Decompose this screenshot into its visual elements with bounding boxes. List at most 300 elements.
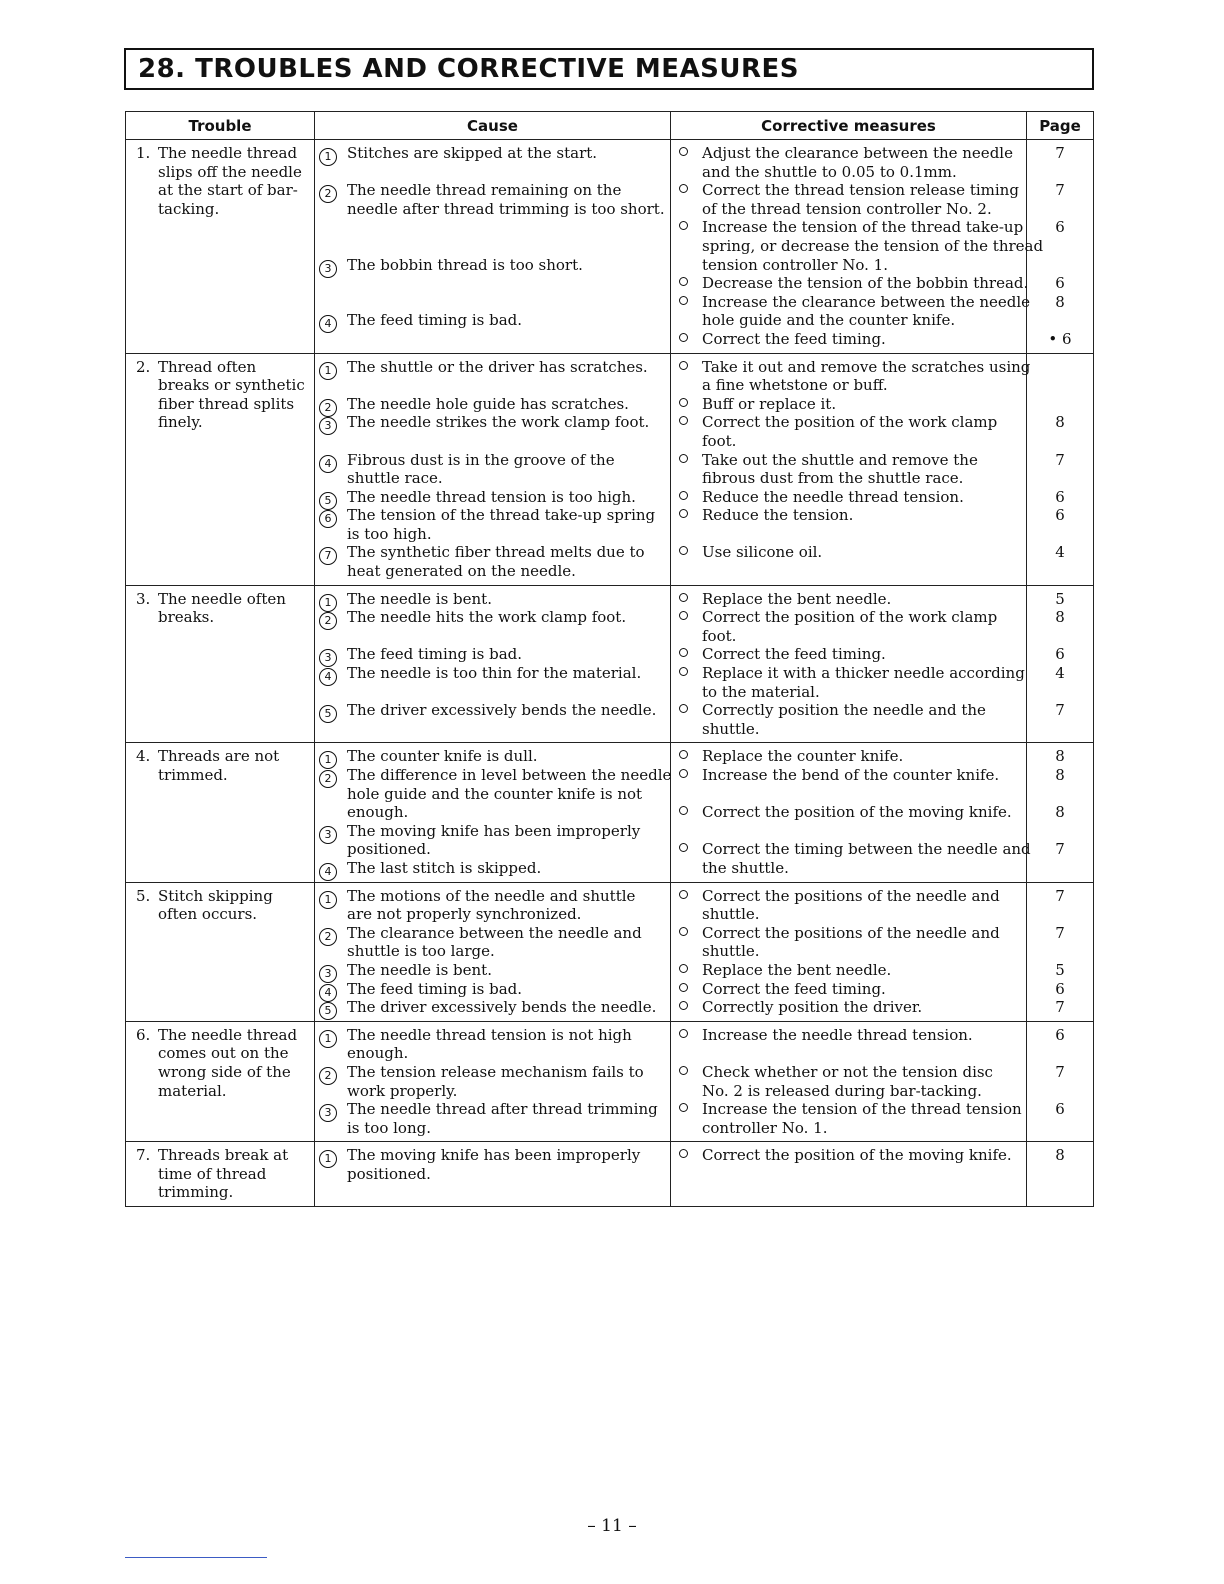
cause-number-badge: 1 (319, 594, 337, 612)
measure-text: foot. (702, 431, 737, 450)
bullet-icon (679, 296, 688, 305)
cause-number-badge: 4 (319, 668, 337, 686)
trouble-line (126, 395, 314, 414)
page-ref: 7 (1055, 840, 1065, 859)
cause-line (315, 664, 670, 683)
spacer (315, 218, 670, 237)
bullet-icon (679, 361, 688, 370)
measure-line (671, 998, 1026, 1017)
cause-text: heat generated on the needle. (347, 562, 576, 581)
trouble-cell (126, 1142, 315, 1207)
measure-cell (671, 140, 1044, 354)
table-row (126, 585, 1094, 743)
bullet-icon (679, 769, 688, 778)
cause-number-badge: 2 (319, 185, 337, 203)
cause-number-badge: 7 (319, 547, 337, 565)
measure-text: Increase the needle thread tension. (702, 1025, 973, 1044)
cause-line (315, 395, 670, 414)
trouble-line (126, 200, 314, 219)
cause-text: The difference in level between the needle (347, 766, 672, 784)
cause-number-badge: 2 (319, 928, 337, 946)
trouble-number: 6. (136, 1025, 151, 1044)
cause-number-badge: 2 (319, 399, 337, 417)
section-title: 28. TROUBLES AND CORRECTIVE MEASURES (138, 54, 800, 84)
spacer (671, 525, 1026, 544)
trouble-number: 3. (136, 589, 151, 608)
measure-line (671, 1082, 1026, 1101)
spacer (315, 627, 670, 646)
page-ref (1027, 376, 1093, 395)
page-ref: 6 (1055, 218, 1065, 237)
measure-line (671, 311, 1026, 330)
measure-text: Correct the position of the moving knife. (702, 803, 1012, 822)
measure-line (671, 942, 1026, 961)
page-ref: 7 (1055, 701, 1065, 720)
measure-text: Increase the bend of the counter knife. (702, 766, 1000, 784)
trouble-text: Threads are not (158, 747, 280, 766)
cause-number-badge: 3 (319, 965, 337, 983)
cause-line (315, 562, 670, 581)
trouble-number: 7. (136, 1146, 151, 1165)
cause-line (315, 1100, 670, 1119)
measure-line (671, 803, 1026, 822)
cause-number-badge: 6 (319, 510, 337, 528)
header-trouble: Trouble (126, 112, 315, 140)
page-ref: • 6 (1048, 329, 1072, 348)
measure-text: Increase the tension of the thread tension (702, 1100, 1022, 1119)
measure-line (671, 292, 1031, 312)
trouble-line (126, 1026, 314, 1045)
measure-line (671, 376, 1026, 395)
cause-text: enough. (347, 803, 409, 822)
table-body (126, 140, 1094, 1207)
troubles-table (125, 111, 1094, 1207)
measure-text: Correct the feed timing. (702, 979, 886, 998)
cause-number-badge: 2 (319, 1067, 337, 1085)
bullet-icon (679, 1103, 688, 1112)
cause-line (315, 822, 670, 841)
trouble-number: 5. (136, 886, 151, 905)
measure-text: Replace the counter knife. (702, 747, 904, 766)
measure-cell (671, 353, 1031, 585)
cause-number-badge: 3 (319, 260, 337, 278)
page-ref: 6 (1055, 1100, 1065, 1119)
measure-line (671, 218, 1026, 237)
cause-line (315, 469, 670, 488)
cause-text: The needle hits the work clamp foot. (347, 608, 627, 627)
measure-line (671, 274, 1029, 293)
cause-cell (315, 743, 671, 882)
cause-text: The tension of the thread take-up spring (347, 506, 656, 525)
measure-line (671, 766, 1026, 785)
measure-line (671, 395, 1026, 414)
measure-cell (671, 743, 1031, 882)
cause-text: hole guide and the counter knife is not (347, 784, 643, 803)
bullet-icon (679, 546, 688, 555)
page-ref: 7 (1055, 1062, 1065, 1081)
trouble-text: slips off the needle (158, 162, 302, 181)
page-ref: 7 (1055, 181, 1065, 200)
cause-text: shuttle is too large. (347, 942, 495, 961)
cause-number-badge: 3 (319, 649, 337, 667)
cause-line (315, 358, 670, 377)
cause-text: The needle thread tension is not high (347, 1025, 632, 1044)
trouble-text: trimming. (158, 1183, 234, 1202)
cause-line (315, 1063, 670, 1082)
measure-text: the shuttle. (702, 858, 789, 877)
measure-text: Replace the bent needle. (702, 960, 892, 979)
cause-cell (315, 140, 671, 354)
cause-text: The needle is bent. (347, 960, 492, 979)
bullet-icon (679, 416, 688, 425)
spacer (1027, 525, 1093, 544)
page-ref: 7 (1055, 886, 1065, 905)
cause-line (315, 590, 670, 609)
page-ref: 6 (1055, 645, 1065, 664)
measure-text: Correct the thread tension release timing (702, 181, 1019, 200)
bullet-icon (679, 454, 688, 463)
measure-cell (671, 1021, 1027, 1142)
page-ref (1027, 859, 1093, 878)
troubles-table-wrapper (125, 111, 1093, 1207)
table-row (126, 743, 1094, 882)
cause-number-badge: 2 (319, 770, 337, 788)
bullet-icon (679, 750, 688, 759)
cause-line (315, 840, 670, 859)
bullet-icon (679, 147, 688, 156)
trouble-line (126, 181, 314, 200)
measure-line (671, 413, 1026, 432)
measure-line (671, 432, 1026, 451)
cause-line (315, 525, 670, 544)
measure-line (671, 1119, 1026, 1138)
cause-line (315, 961, 670, 980)
spacer (1027, 822, 1093, 841)
trouble-text: finely. (158, 413, 203, 432)
measure-text: Correctly position the driver. (702, 998, 923, 1017)
trouble-line (126, 358, 314, 377)
cause-text: Stitches are skipped at the start. (347, 144, 598, 162)
page-ref: 6 (1055, 274, 1065, 293)
measure-line (671, 747, 1026, 766)
bullet-icon (679, 648, 688, 657)
trouble-text: breaks or synthetic (158, 376, 305, 395)
trouble-text: material. (158, 1081, 227, 1100)
page-ref: 6 (1055, 979, 1065, 998)
trouble-text: comes out on the (158, 1044, 289, 1063)
bullet-icon (679, 611, 688, 620)
cause-number-badge: 4 (319, 455, 337, 473)
measure-line (671, 144, 1026, 163)
measure-line (671, 357, 1031, 377)
cause-line (315, 506, 670, 525)
trouble-text: Thread often (158, 357, 257, 376)
bullet-icon (679, 184, 688, 193)
cause-line (315, 144, 670, 163)
measure-text: Correctly position the needle and the (702, 701, 986, 720)
cause-line (315, 1044, 670, 1063)
trouble-line (126, 144, 314, 163)
page-ref (1027, 720, 1093, 739)
page-ref: 8 (1055, 766, 1065, 784)
measure-text: Take it out and remove the scratches using (702, 357, 1031, 376)
cause-text: The needle is too thin for the material. (347, 664, 642, 683)
page-cell (1027, 743, 1094, 882)
bullet-icon (679, 398, 688, 407)
cause-number-badge: 1 (319, 891, 337, 909)
measure-cell (671, 882, 1027, 1021)
trouble-text: tacking. (158, 199, 220, 218)
measure-text: of the thread tension controller No. 2. (702, 199, 992, 218)
cause-number-badge: 4 (319, 315, 337, 333)
measure-text: tension controller No. 1. (702, 255, 888, 274)
table-row (126, 1021, 1094, 1142)
cause-number-badge: 5 (319, 492, 337, 510)
page-ref: 6 (1055, 487, 1065, 506)
measure-text: controller No. 1. (702, 1118, 828, 1137)
cause-text: positioned. (347, 840, 431, 859)
cause-line (315, 451, 670, 470)
cause-line (315, 803, 670, 822)
trouble-line (126, 376, 314, 395)
trouble-text: The needle often (158, 589, 286, 608)
page-ref (1027, 905, 1093, 924)
page-ref: 8 (1055, 608, 1065, 627)
cause-line (315, 998, 670, 1017)
measure-line (671, 543, 1026, 562)
cause-line (315, 311, 670, 330)
page-ref (1027, 1119, 1093, 1138)
trouble-text: wrong side of the (158, 1062, 291, 1081)
cause-line (315, 200, 670, 219)
cause-text: are not properly synchronized. (347, 905, 582, 924)
trouble-text: trimmed. (158, 766, 228, 784)
spacer (1027, 785, 1093, 804)
measure-text: and the shuttle to 0.05 to 0.1mm. (702, 162, 957, 181)
bullet-icon (679, 927, 688, 936)
page-ref (1027, 683, 1093, 702)
cause-text: The tension release mechanism fails to (347, 1062, 644, 1081)
cause-text: The counter knife is dull. (347, 747, 538, 766)
cause-number-badge: 5 (319, 1002, 337, 1020)
bullet-icon (679, 704, 688, 713)
page-ref: 8 (1055, 1146, 1065, 1165)
page-number: – 11 – (587, 1516, 637, 1536)
cause-text: The moving knife has been improperly (347, 821, 641, 840)
measure-line (671, 701, 1026, 720)
bullet-icon (679, 1029, 688, 1038)
trouble-line (126, 413, 314, 432)
cause-line (315, 924, 670, 943)
trouble-number: 4. (136, 747, 151, 766)
measure-line (671, 840, 1031, 859)
cause-text: The needle thread remaining on the (347, 181, 622, 200)
measure-text: Take out the shuttle and remove the (702, 450, 978, 469)
trouble-line (126, 608, 314, 627)
trouble-line (126, 1146, 314, 1165)
bullet-icon (679, 983, 688, 992)
bullet-icon (679, 890, 688, 899)
page-ref (1027, 358, 1093, 377)
spacer (671, 785, 1026, 804)
page-ref: 7 (1055, 923, 1065, 942)
measure-text: to the material. (702, 682, 820, 701)
page-cell (1027, 1021, 1094, 1142)
measure-text: Correct the position of the moving knife. (702, 1146, 1012, 1165)
cause-text: The feed timing is bad. (347, 979, 523, 998)
page-ref: 7 (1055, 450, 1065, 469)
cause-line (315, 181, 670, 200)
measure-line (671, 590, 1026, 609)
cause-cell (315, 882, 671, 1021)
cause-number-badge: 4 (319, 984, 337, 1002)
cause-line (315, 256, 670, 275)
cause-text: The needle thread after thread trimming (347, 1100, 658, 1119)
cause-cell (315, 353, 671, 585)
page-cell (1027, 882, 1094, 1021)
measure-line (671, 181, 1026, 200)
trouble-cell (126, 353, 315, 585)
cause-number-badge: 1 (319, 751, 337, 769)
spacer (1027, 1044, 1093, 1063)
bullet-icon (679, 509, 688, 518)
page-ref: 4 (1055, 543, 1065, 562)
cause-line (315, 1146, 670, 1165)
spacer (315, 376, 670, 395)
cause-line (315, 488, 670, 507)
page-ref: 8 (1055, 803, 1065, 822)
measure-text: Increase the tension of the thread take-up (702, 218, 1024, 237)
measure-line (671, 1146, 1026, 1165)
measure-text: Reduce the tension. (702, 506, 854, 525)
measure-line (671, 163, 1026, 182)
measure-line (671, 645, 1026, 664)
page-ref: 7 (1055, 144, 1065, 162)
cause-line (315, 980, 670, 999)
trouble-text: fiber thread splits (158, 394, 295, 413)
measure-text: Decrease the tension of the bobbin thread. (702, 274, 1029, 293)
measure-line (671, 961, 1026, 980)
measure-line (671, 256, 1026, 275)
measure-text: Correct the positions of the needle and (702, 886, 1000, 905)
spacer (315, 274, 670, 293)
page-ref: 8 (1055, 747, 1065, 766)
cause-number-badge: 3 (319, 417, 337, 435)
trouble-text: The needle thread (158, 1025, 298, 1044)
measure-line (671, 664, 1026, 683)
page-ref: 5 (1055, 960, 1065, 979)
page-ref: 6 (1055, 506, 1065, 525)
bullet-icon (679, 1001, 688, 1010)
measure-line (671, 1100, 1026, 1119)
footer-rule (125, 1557, 267, 1558)
spacer (315, 163, 670, 182)
trouble-cell (126, 140, 315, 354)
cause-text: shuttle race. (347, 469, 443, 488)
table-row (126, 140, 1094, 354)
header-corrective-measures: Corrective measures (671, 112, 1027, 140)
measure-line (671, 451, 1026, 470)
measure-line (671, 1026, 1026, 1045)
measure-text: shuttle. (702, 905, 760, 924)
cause-line (315, 747, 670, 766)
measure-text: Correct the positions of the needle and (702, 923, 1000, 942)
cause-cell (315, 1142, 671, 1207)
cause-line (315, 645, 670, 664)
trouble-line (126, 887, 314, 906)
bullet-icon (679, 491, 688, 500)
page-ref: 8 (1055, 292, 1065, 311)
cause-line (315, 785, 670, 804)
cause-text: positioned. (347, 1164, 431, 1183)
trouble-number: 1. (136, 144, 151, 162)
trouble-number: 2. (136, 357, 151, 376)
measure-line (671, 1063, 1026, 1082)
cause-text: Fibrous dust is in the groove of the (347, 450, 615, 469)
cause-text: The needle strikes the work clamp foot. (347, 413, 650, 432)
cause-line (315, 766, 670, 785)
measure-line (671, 980, 1026, 999)
cause-line (315, 543, 670, 562)
measure-text: Use silicone oil. (702, 543, 823, 562)
measure-text: shuttle. (702, 942, 760, 961)
trouble-text: breaks. (158, 608, 215, 627)
measure-cell (671, 1142, 1027, 1207)
measure-line (671, 608, 1026, 627)
cause-line (315, 942, 670, 961)
spacer (315, 293, 670, 312)
cause-text: The driver excessively bends the needle. (347, 998, 657, 1017)
cause-text: work properly. (347, 1081, 458, 1100)
measure-text: shuttle. (702, 719, 760, 738)
cause-line (315, 1026, 670, 1045)
cause-number-badge: 1 (319, 1030, 337, 1048)
bullet-icon (679, 1066, 688, 1075)
page-ref (1027, 1082, 1093, 1101)
cause-line (315, 701, 670, 720)
page-ref (1027, 942, 1093, 961)
header-cause: Cause (315, 112, 671, 140)
measure-text: Correct the feed timing. (702, 645, 886, 664)
cause-number-badge: 3 (319, 1104, 337, 1122)
cause-number-badge: 1 (319, 362, 337, 380)
measure-text: Correct the timing between the needle and (702, 840, 1031, 859)
cause-text: enough. (347, 1044, 409, 1063)
page-ref (1027, 395, 1093, 414)
page-cell (1027, 1142, 1094, 1207)
page-cell (1027, 585, 1094, 743)
trouble-line (126, 1165, 314, 1184)
measure-text: fibrous dust from the shuttle race. (702, 469, 964, 488)
trouble-line (126, 163, 314, 182)
cause-number-badge: 1 (319, 148, 337, 166)
page-ref: 5 (1055, 589, 1065, 608)
page-ref (1027, 163, 1093, 182)
trouble-cell (126, 743, 315, 882)
cause-text: The motions of the needle and shuttle (347, 886, 636, 905)
page-ref (1027, 432, 1093, 451)
cause-line (315, 1119, 670, 1138)
measure-text: Correct the feed timing. (702, 329, 886, 348)
cause-text: The needle is bent. (347, 589, 492, 608)
page-ref (1027, 200, 1093, 219)
page-ref: 8 (1055, 413, 1065, 432)
spacer (671, 1044, 1026, 1063)
header-page: Page (1027, 112, 1094, 140)
measure-line (671, 200, 1026, 219)
trouble-line (126, 1063, 314, 1082)
cause-number-badge: 2 (319, 612, 337, 630)
